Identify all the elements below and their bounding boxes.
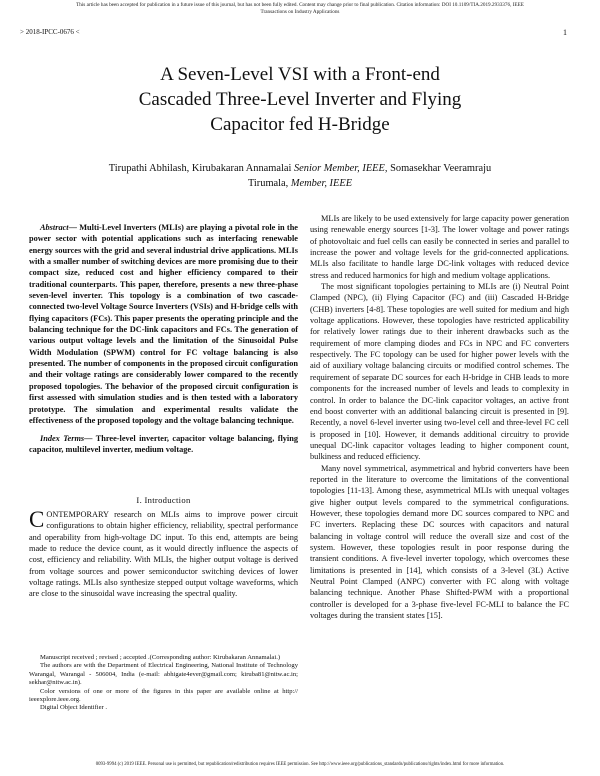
footnote-affiliation: The authors are with the Department of Electrical Engineering, National Institute of Technology Warangal, Warangal - 506004, India (e-mail: abhigate4ever@gmail.com; kiruba81@nitw.ac.in; sekhar@nitw.ac.in). bbox=[29, 662, 298, 687]
right-paragraph-2: The most significant topologies pertaining to MLIs are (i) Neutral Point Clamped (NPC), (ii) Flying Capacitor (FC) and (iii) Cascaded H-Bridge (CHB) inverters [4-8]. These topologies are well suited for medium and high voltage applications. However, these topologies have restricted applicability for relatively lower ratings due to their inherent drawbacks such as the requirement of more clamping diodes and FCs in NPC and FC converters respectively. The FC topology can be used for higher power levels with the aid of auxiliary voltage balancing circuits or modified control schemes. The requirement of separate DC sources for each H-bridge in CHB leads to more components for the increased number of levels and leads to complexity in control. In order to balance the DC-link capacitor voltages, an active front end boost converter with an additional balancing circuit is presented in [9]. Recently, a novel 6-level inverter using two-level cell and three-level FC cell is proposed in [10]. However, it demands additional circuitry to provide unequal DC-link capacitor voltages leading to higher component count, bulkiness and reduced efficiency. bbox=[310, 282, 569, 462]
copyright-footer: 0093-9994 (c) 2019 IEEE. Personal use is permitted, but republication/redistribution requires IEEE permission. See http://www.ieee.org/publications_standards/publications/rights/index.html for more information. bbox=[95, 762, 505, 767]
right-paragraph-3: Many novel symmetrical, asymmetrical and hybrid converters have been reported in the literature to overcome the limitations of the conventional topologies [11-13]. Among these, asymmetrical MLIs with unequal voltages give higher output levels compared to the symmetrical configurations. However, these topologies demand more DC sources compared to NPC and FC inverters. Replacing these DC sources with capacitors and natural balancing in voltage control will reduce the overall size and cost of the system. However, these topologies result in poor response during the transient conditions. A five-level inverter topology, which overcomes these limitations is presented in [14], which consists of a 3-level (3L) Active Neutral Point Clamped (ANPC) converter with FC along with voltage balancing technique. Another Phase Shifted-PWM with a proportional controller is developed for a 3-phase five-level FC-MLI to balance the FC voltages during the transient states [15]. bbox=[310, 463, 569, 621]
footnotes bbox=[29, 654, 298, 713]
title-line-1: A Seven-Level VSI with a Front-end bbox=[160, 64, 440, 85]
authors-line-1 bbox=[60, 161, 540, 176]
drop-cap: C bbox=[29, 507, 45, 532]
title-line-3: Capacitor fed H-Bridge bbox=[210, 114, 390, 135]
abstract bbox=[29, 222, 298, 426]
author-names: Tirupathi Abhilash, Kirubakaran Annamalai bbox=[108, 163, 292, 174]
introduction-text bbox=[29, 509, 298, 600]
banner-line-1: This article has been accepted for publication in a future issue of this journal, but has not been fully edited. Content may change prior to final publication. Citation information: DOI 10.1109/TIA.2019.2933376, IEEE bbox=[76, 2, 524, 8]
title-line-2: Cascaded Three-Level Inverter and Flying bbox=[138, 89, 462, 110]
intro-paragraph: ONTEMPORARY research on MLIs aims to improve power circuit configurations to obtain higher efficiency, reliability, spectral performance and operability from high-voltage DC input. To this end, attempts are being made to reduce the device count, as it would directly influence the aspects of cost, efficiency and reliability. With MLIs, the higher output voltage is derived from voltage sources and power semiconductor switching devices of lower voltage ratings. MLIs also synthesize stepped output voltage waveforms, which are close to the sinusoidal wave increasing the spectral quality. bbox=[29, 510, 298, 599]
author-list bbox=[60, 161, 540, 191]
index-terms-label: Index Terms bbox=[40, 434, 85, 443]
abstract-label: Abstract bbox=[40, 223, 69, 232]
footnote-received: Manuscript received ; revised ; accepted .(Corresponding author: Kirubakaran Annamalai.) bbox=[40, 654, 281, 661]
copyright-banner bbox=[0, 2, 600, 16]
section-heading: I. Introduction bbox=[136, 495, 191, 505]
footnote-doi: Digital Object Identifier . bbox=[40, 704, 108, 712]
index-terms bbox=[29, 433, 298, 456]
right-column bbox=[310, 213, 569, 621]
author-role-last: Member, IEEE bbox=[290, 178, 353, 189]
page-number: 1 bbox=[563, 28, 567, 37]
author-name-last: Tirumala, bbox=[247, 178, 289, 189]
authors-line-2 bbox=[60, 176, 540, 191]
author-names-tail: Somasekhar Veeramraju bbox=[390, 163, 492, 174]
right-paragraph-1: MLIs are likely to be used extensively for large capacity power generation using renewable energy sources [1-3]. The lower voltage and power ratings of photovoltaic and fuel cells can easily be connected in series and parallel to increase the power and voltage levels for the grid-connected applications. MLIs also facilitate to handle large DC-link voltages with reduced device stress and reduced harmonics for high and medium voltage applications. bbox=[310, 214, 569, 280]
paper-id: > 2018-IPCC-0676 < bbox=[20, 28, 80, 36]
author-role: Senior Member, IEEE, bbox=[293, 163, 388, 174]
paper-title bbox=[40, 62, 560, 137]
index-terms-text: — Three-level inverter, capacitor voltage balancing, flying capacitor, multilevel inverter, medium voltage. bbox=[29, 434, 298, 455]
banner-line-2: Transactions on Industry Applications bbox=[260, 9, 340, 15]
footnote-color: Color versions of one or more of the figures in this paper are available online at http:// ieeexplore.ieee.org. bbox=[29, 687, 298, 704]
abstract-text: — Multi-Level Inverters (MLIs) are playing a pivotal role in the power sector with potential applications such as interfacing renewable energy sources with the grid and several industrial drive applications. MLIs with a smaller number of switching devices are more promising due to their compact size, reduced cost and higher efficiency compared to their traditional counterparts. This paper, therefore, presents a new three-phase seven-level inverter. This topology is a combination of two cascade-connected two-level Voltage Source Inverters (VSIs) and H-bridge cells with flying capacitors (FCs). This paper presents the operating principle and the balancing technique for the DC-link capacitors and FCs. The generation of various output voltage levels and the limitation of the Sinusoidal Pulse Width Modulation (SPWM) control for FC voltage balancing is also presented. The number of components in the proposed circuit configuration and their voltage ratings are considerably lower compared to the recently proposed topologies. The behavior of the proposed circuit configuration is first assessed with simulation studies and is then tested with a laboratory prototype. The simulation and experimental results validate the effectiveness of the proposed topology and the voltage balancing technique. bbox=[29, 223, 298, 425]
